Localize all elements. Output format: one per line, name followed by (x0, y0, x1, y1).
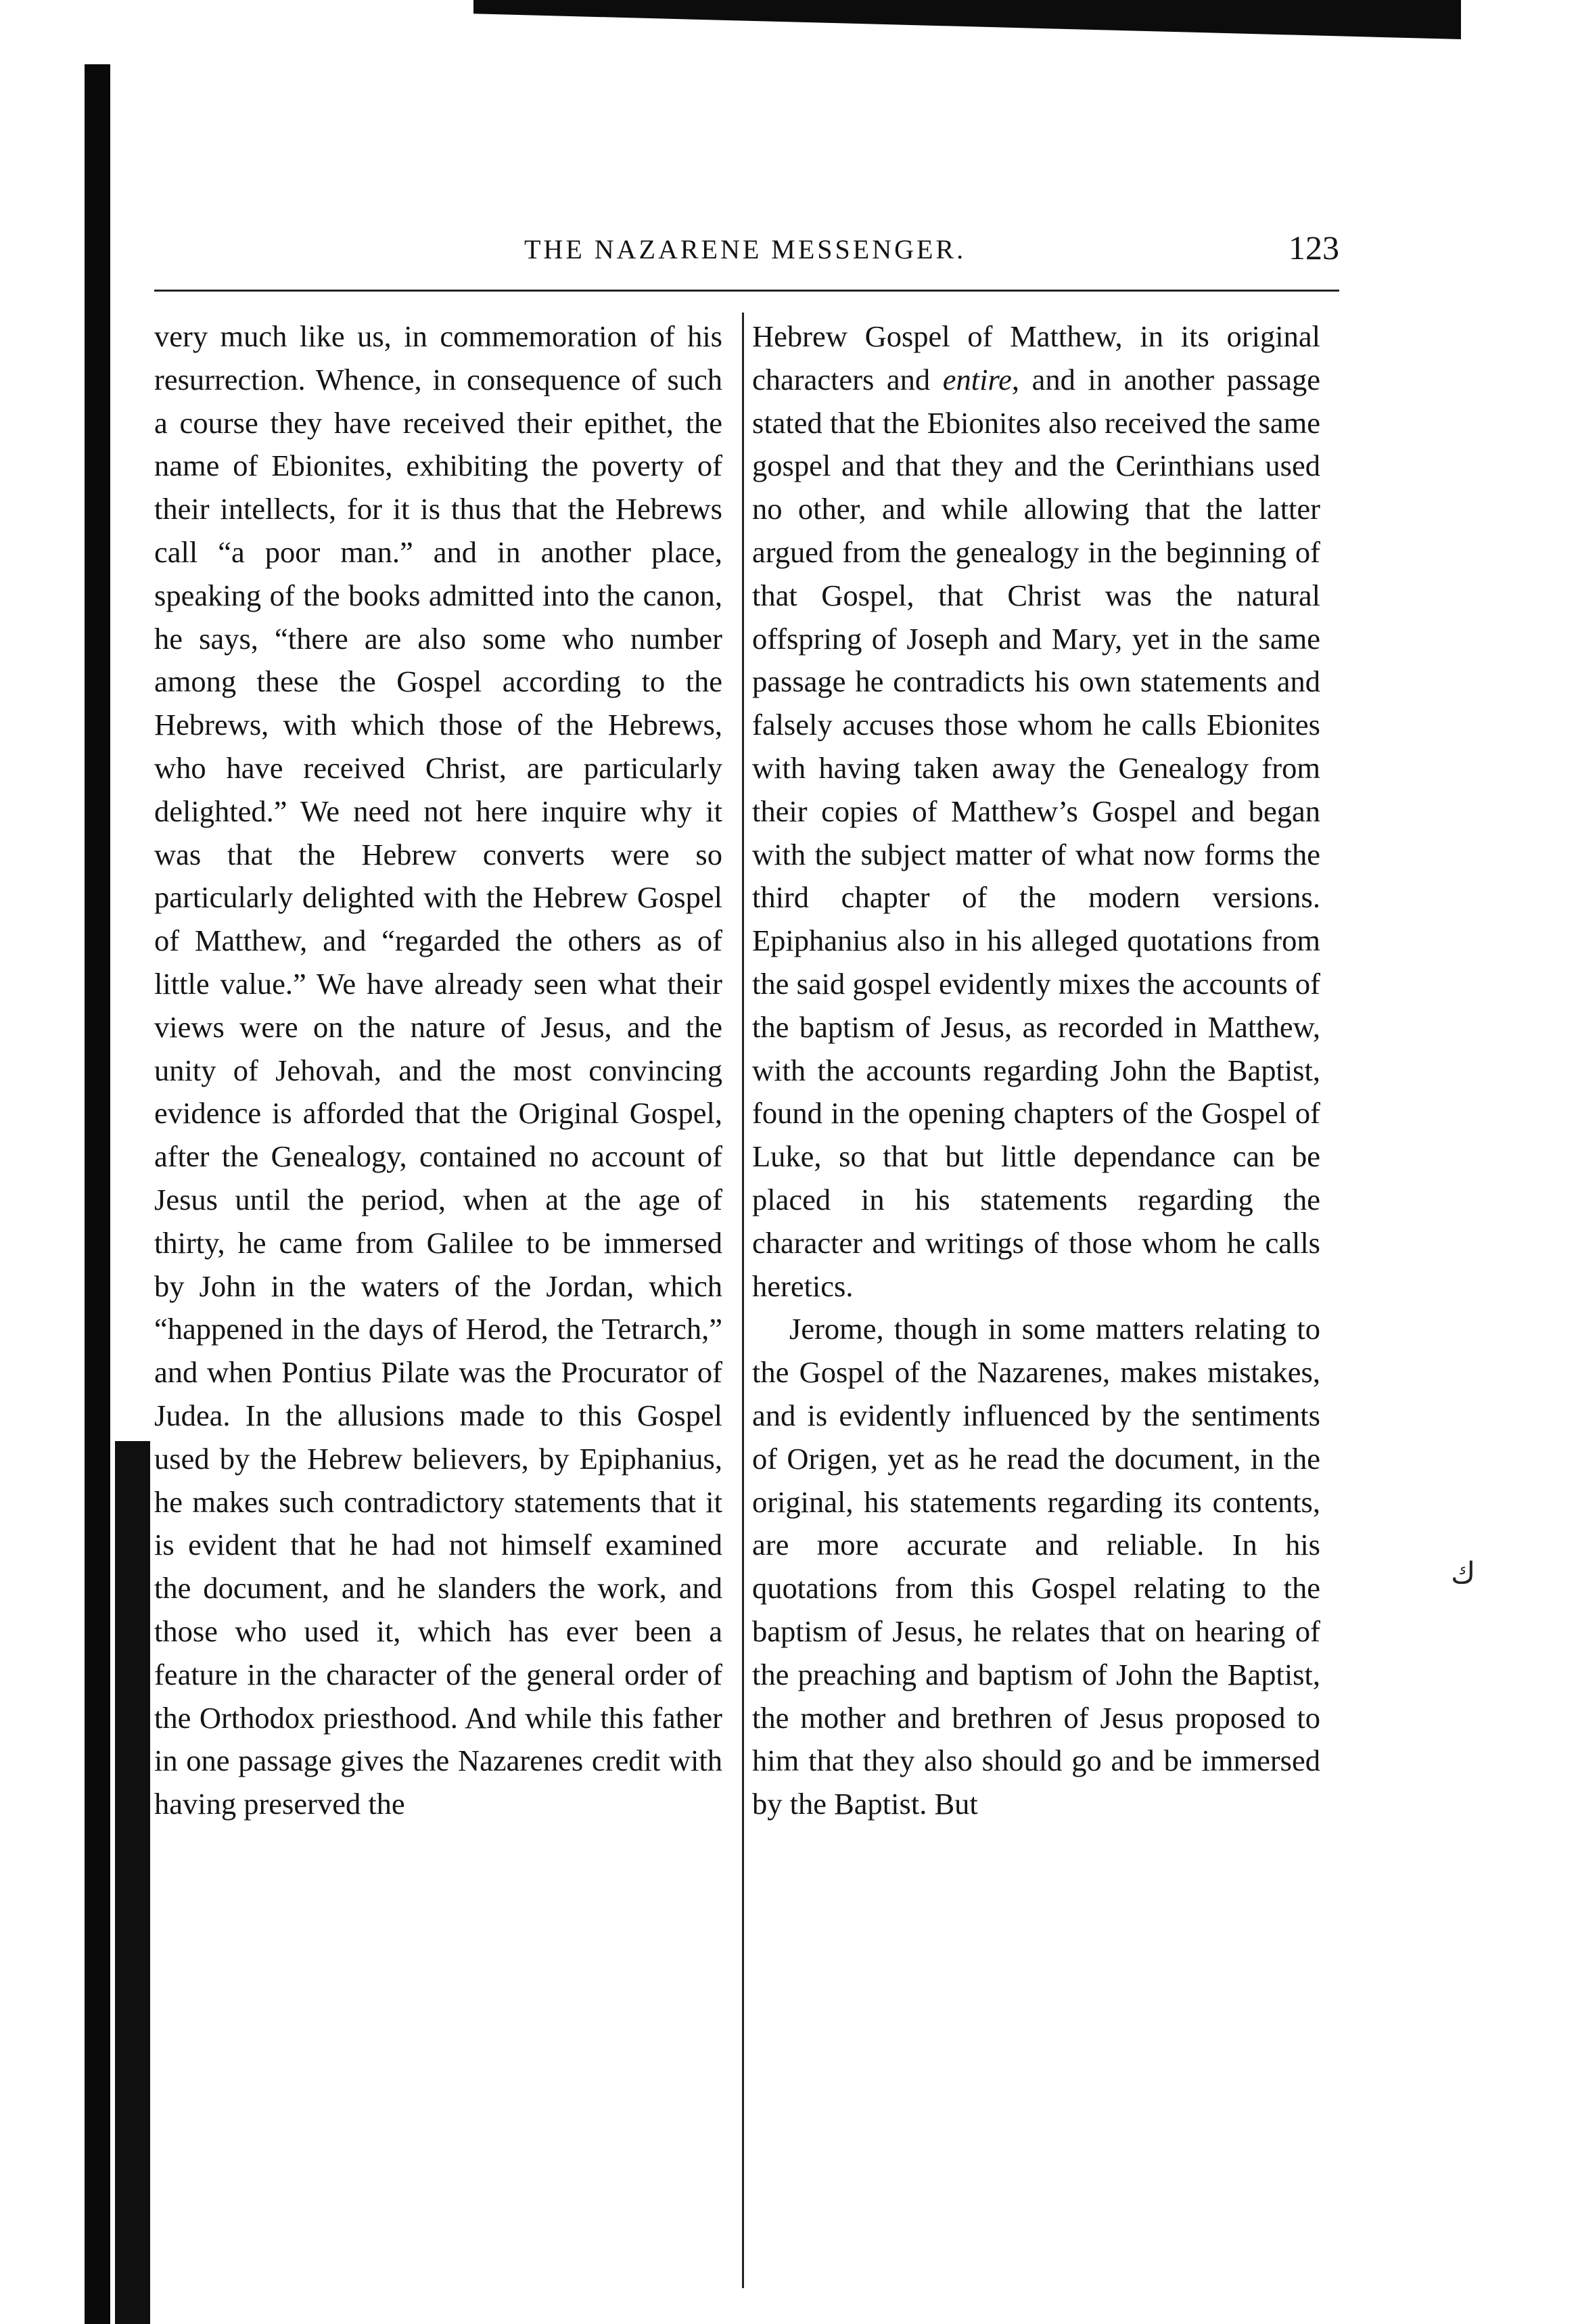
running-title: THE NAZARENE MESSENGER. (524, 234, 967, 265)
right-paragraph-2: Jerome, though in some matters relating to the Gospel of the Nazarenes, makes mistakes, and is evidently influenced by the sentiments of Origen, yet as he read the document, in the original, his statements regarding its contents, are more accurate and reliable. In his quotations from this Gospel relating to the baptism of Jesus, he relates that on hearing of the preaching and baptism of John the Baptist, the mother and brethren of Jesus proposed to him that they also should go and be immersed by the Baptist. But (752, 1312, 1320, 1821)
scan-binding-edge (85, 64, 110, 2324)
page-number: 123 (1289, 229, 1339, 267)
left-column (154, 315, 722, 1826)
scan-top-edge-shadow (473, 0, 1461, 39)
right-paragraph-1-italic: entire (942, 362, 1012, 396)
right-paragraph-1-text-b: , and in another passage stated that the Ebionites also received the same gospel and that they and the Cerinthians used no other, and while allowing that the latter argued from the genealogy in the beginning of that Gospel, that Christ was the natural offspring of Joseph and Mary, yet in the same passage he contradicts his own statements and falsely accuses those whom he calls Ebionites with having taken away the Genealogy from their copies of Matthew’s Gospel and began with the subject matter of what now forms the third chapter of the modern versions. Epiphanius also in his alleged quotations from the said gospel evidently mixes the accounts of the baptism of Jesus, as recorded in Matthew, with the accounts regarding John the Baptist, found in the opening chapters of the Gospel of Luke, so that but little dependance can be placed in his statements regarding the character and writings of those whom he calls heretics. (752, 362, 1320, 1303)
column-divider (742, 313, 744, 2288)
right-paragraph-1 (752, 315, 1320, 1308)
scan-binding-edge-inner (115, 1441, 150, 2324)
right-paragraph-1-text-a: Hebrew Gospel of Matthew, in its original characters and (752, 319, 1320, 396)
running-header (156, 229, 1339, 281)
header-rule (154, 290, 1339, 292)
left-paragraph-1: very much like us, in commemoration of his resurrection. Whence, in consequence of such a course they have received their epithet, the name of Ebionites, exhibiting the poverty of their intellects, for it is thus that the Hebrews call “a poor man.” and in another place, speaking of the books admitted into the canon, he says, “there are also some who number among these the Gospel according to the Hebrews, with which those of the Hebrews, who have received Christ, are particularly delighted.” We need not here inquire why it was that the Hebrew converts were so particularly delighted with the Hebrew Gospel of Matthew, and “regarded the others as of little value.” We have already seen what their views were on the nature of Jesus, and the unity of Jehovah, and the most convincing evidence is afforded that the Original Gospel, after the Genealogy, contained no account of Jesus until the period, when at the age of thirty, he came from Galilee to be immersed by John in the waters of the Jordan, which “happened in the days of Herod, the Tetrarch,” and when Pontius Pilate was the Procurator of Judea. In the allusions made to this Gospel used by the Hebrew believers, by Epiphanius, he makes such contradictory statements that it is evident that he had not himself examined the document, and he slanders the work, and those who used it, which has ever been a feature in the character of the general order of the Orthodox priesthood. And while this father in one passage gives the Nazarenes credit with having preserved the (154, 319, 722, 1821)
right-column (752, 315, 1320, 1826)
scan-margin-mark: ﻙ (1451, 1557, 1476, 1590)
